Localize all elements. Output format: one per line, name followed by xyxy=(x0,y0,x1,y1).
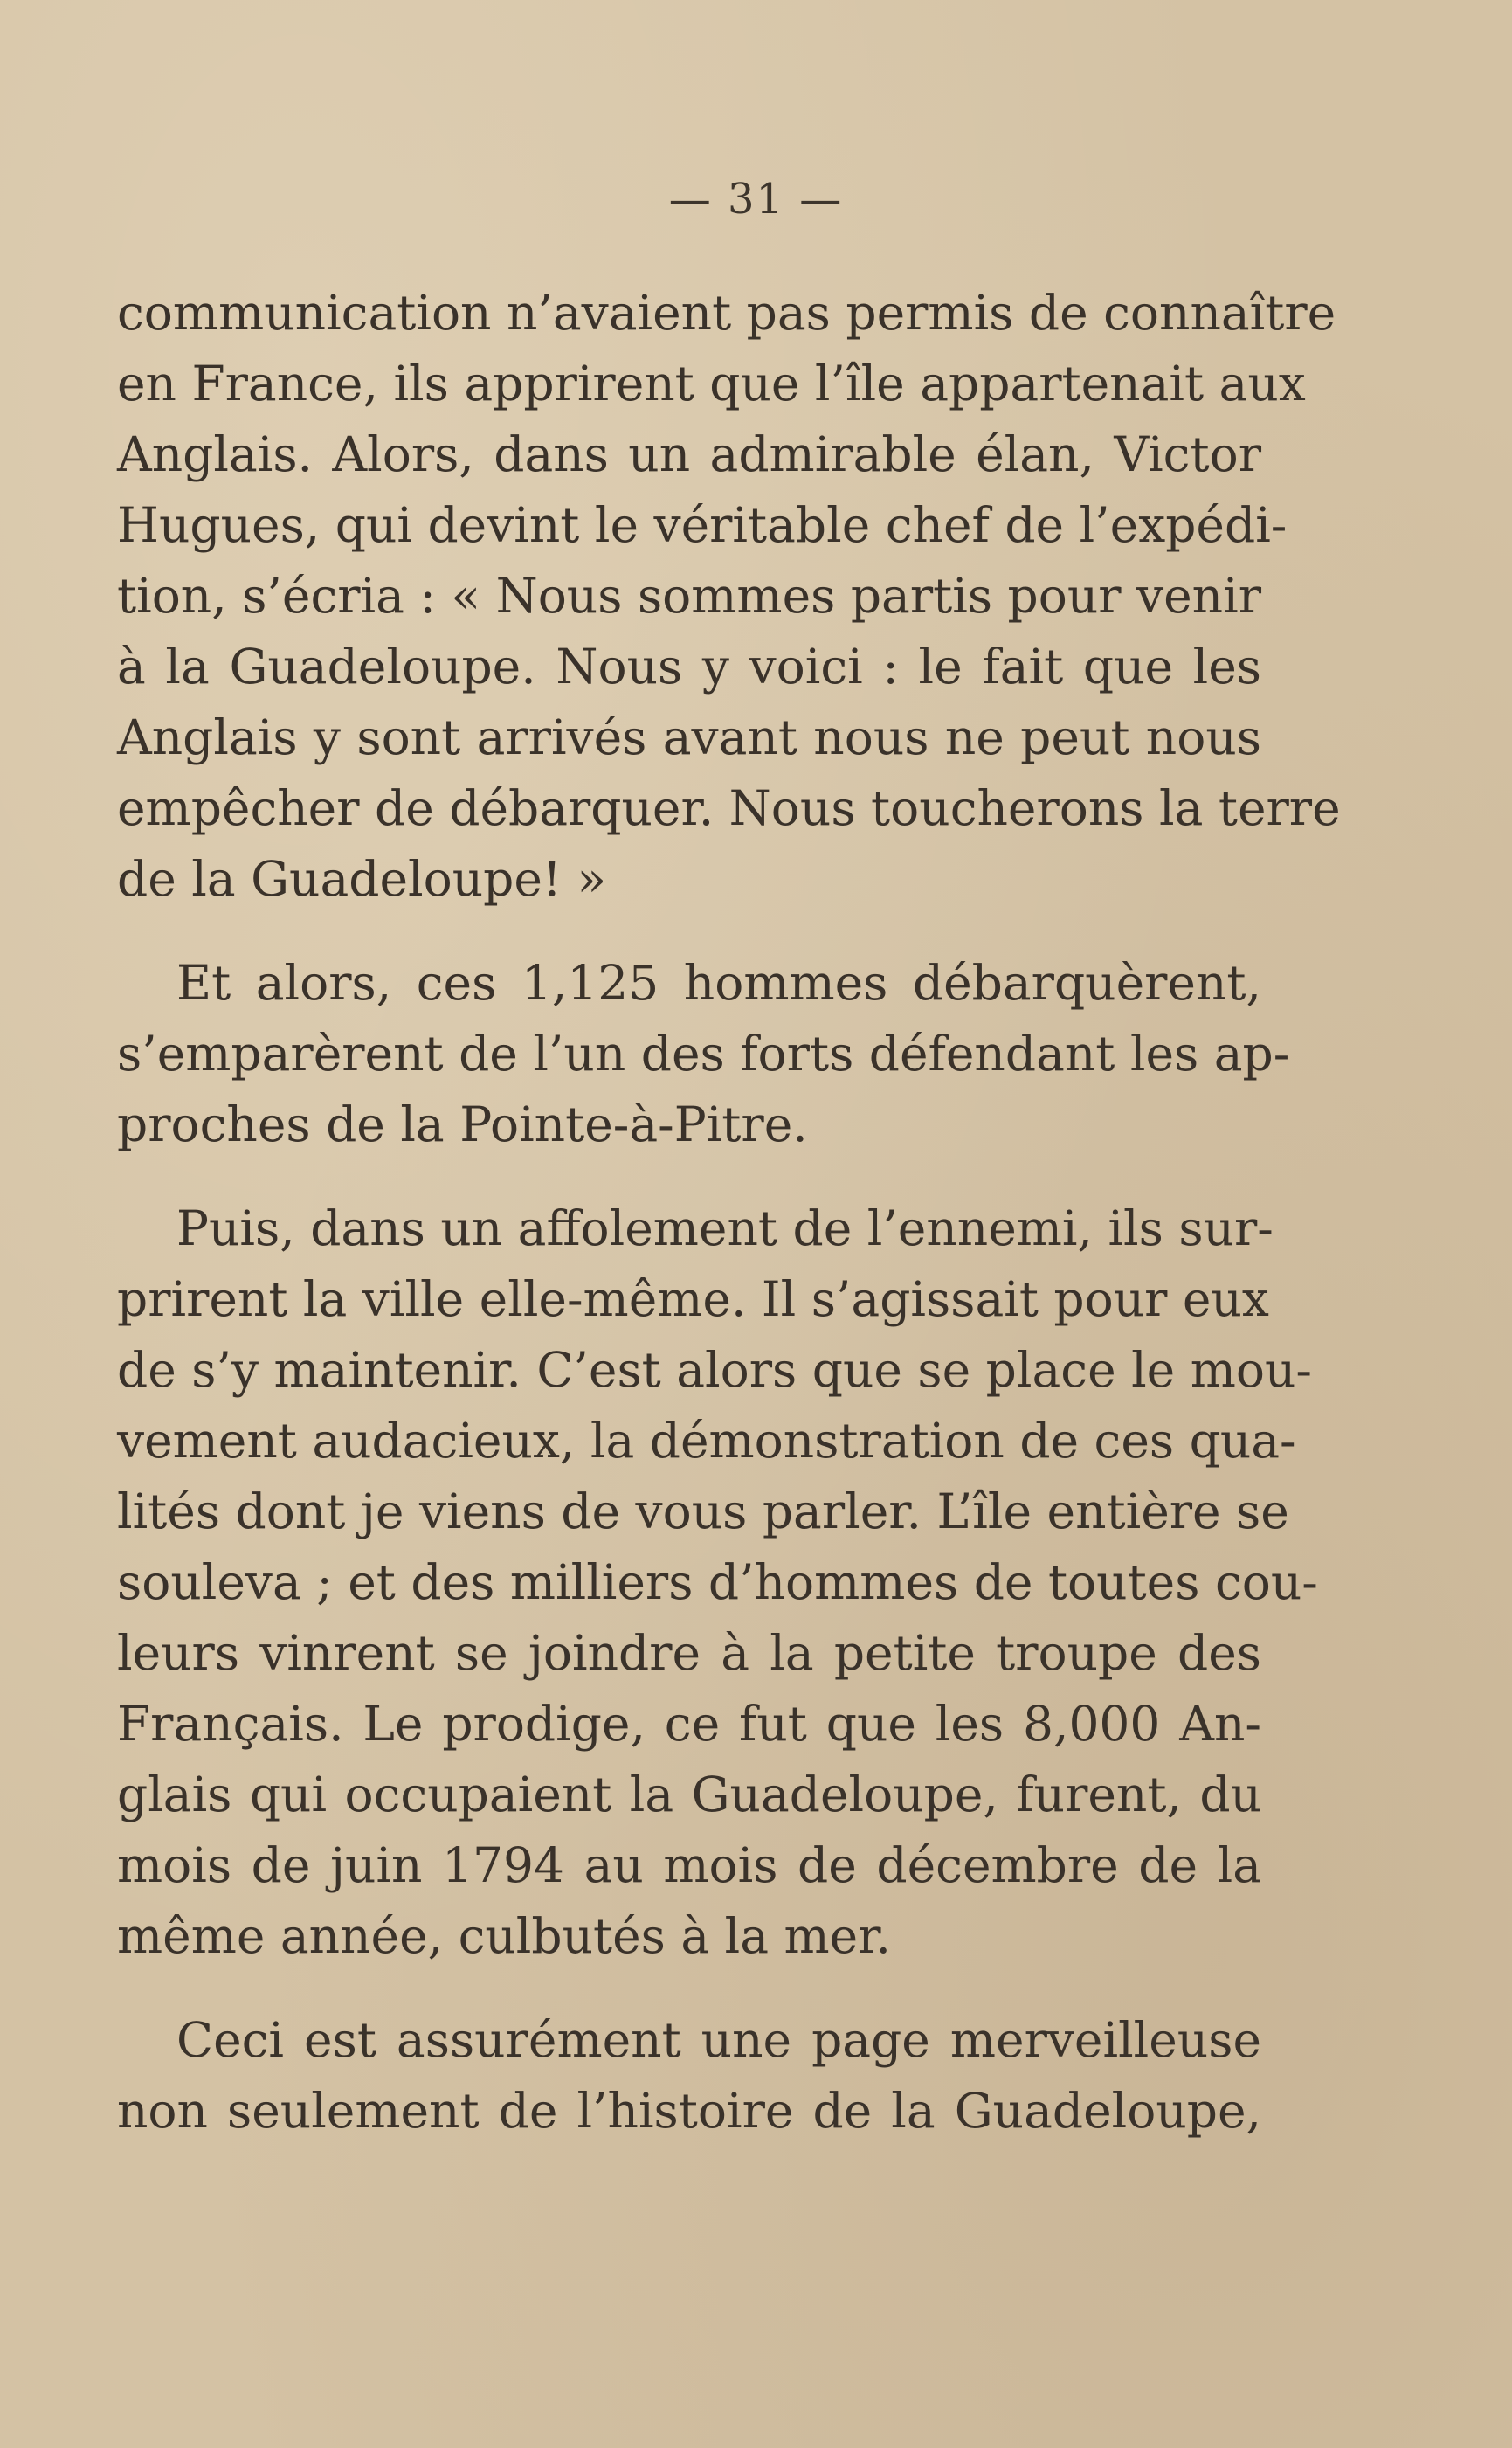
text-line: empêcher de débarquer. Nous toucherons la terre xyxy=(117,780,1341,836)
text-line: Hugues, qui devint le véritable chef de l’expédi- xyxy=(117,497,1288,553)
paragraph-spacer xyxy=(117,1160,1261,1193)
paragraph-1 xyxy=(117,278,1341,915)
text-line: prirent la ville elle-même. Il s’agissait pour eux xyxy=(117,1271,1269,1327)
text-line: Anglais. Alors, dans un admirable élan, Victor xyxy=(117,426,1261,482)
text-line: Et alors, ces 1,125 hommes débarquèrent, xyxy=(176,955,1261,1011)
text-line: Ceci est assurément une page merveilleuse xyxy=(176,2012,1261,2068)
text-line: tion, s’écria : « Nous sommes partis pour venir xyxy=(117,568,1261,624)
text-line: de s’y maintenir. C’est alors que se place le mou- xyxy=(117,1342,1312,1398)
text-line: vement audacieux, la démonstration de ces qua- xyxy=(117,1413,1296,1469)
text-line: Puis, dans un affolement de l’ennemi, ils sur- xyxy=(176,1200,1274,1256)
text-line: de la Guadeloupe! » xyxy=(117,851,607,907)
text-line: mois de juin 1794 au mois de décembre de la xyxy=(117,1837,1261,1893)
body-text xyxy=(117,278,1341,2147)
text-line: Français. Le prodige, ce fut que les 8,000 An- xyxy=(117,1696,1261,1752)
paragraph-2 xyxy=(117,948,1290,1160)
text-line: proches de la Pointe-à-Pitre. xyxy=(117,1096,808,1152)
text-line: lités dont je viens de vous parler. L’île entière se xyxy=(117,1483,1289,1539)
paragraph-3 xyxy=(117,1193,1318,1972)
text-line: même année, culbutés à la mer. xyxy=(117,1908,891,1964)
text-line: Anglais y sont arrivés avant nous ne peut nous xyxy=(117,709,1261,765)
text-line: leurs vinrent se joindre à la petite troupe des xyxy=(117,1625,1261,1681)
paragraph-spacer xyxy=(117,1972,1261,2005)
paragraph-spacer xyxy=(117,915,1261,948)
text-line: non seulement de l’histoire de la Guadeloupe, xyxy=(117,2083,1261,2139)
text-line: à la Guadeloupe. Nous y voici : le fait que les xyxy=(117,639,1261,695)
text-line: glais qui occupaient la Guadeloupe, furent, du xyxy=(117,1767,1261,1822)
text-line: s’emparèrent de l’un des forts défendant les ap- xyxy=(117,1026,1290,1082)
text-line: souleva ; et des milliers d’hommes de toutes cou- xyxy=(117,1554,1318,1610)
page-number: — 31 — xyxy=(668,175,844,224)
text-line: communication n’avaient pas permis de connaître xyxy=(117,285,1336,341)
paragraph-4 xyxy=(117,2005,1261,2147)
text-line: en France, ils apprirent que l’île appartenait aux xyxy=(117,356,1306,411)
